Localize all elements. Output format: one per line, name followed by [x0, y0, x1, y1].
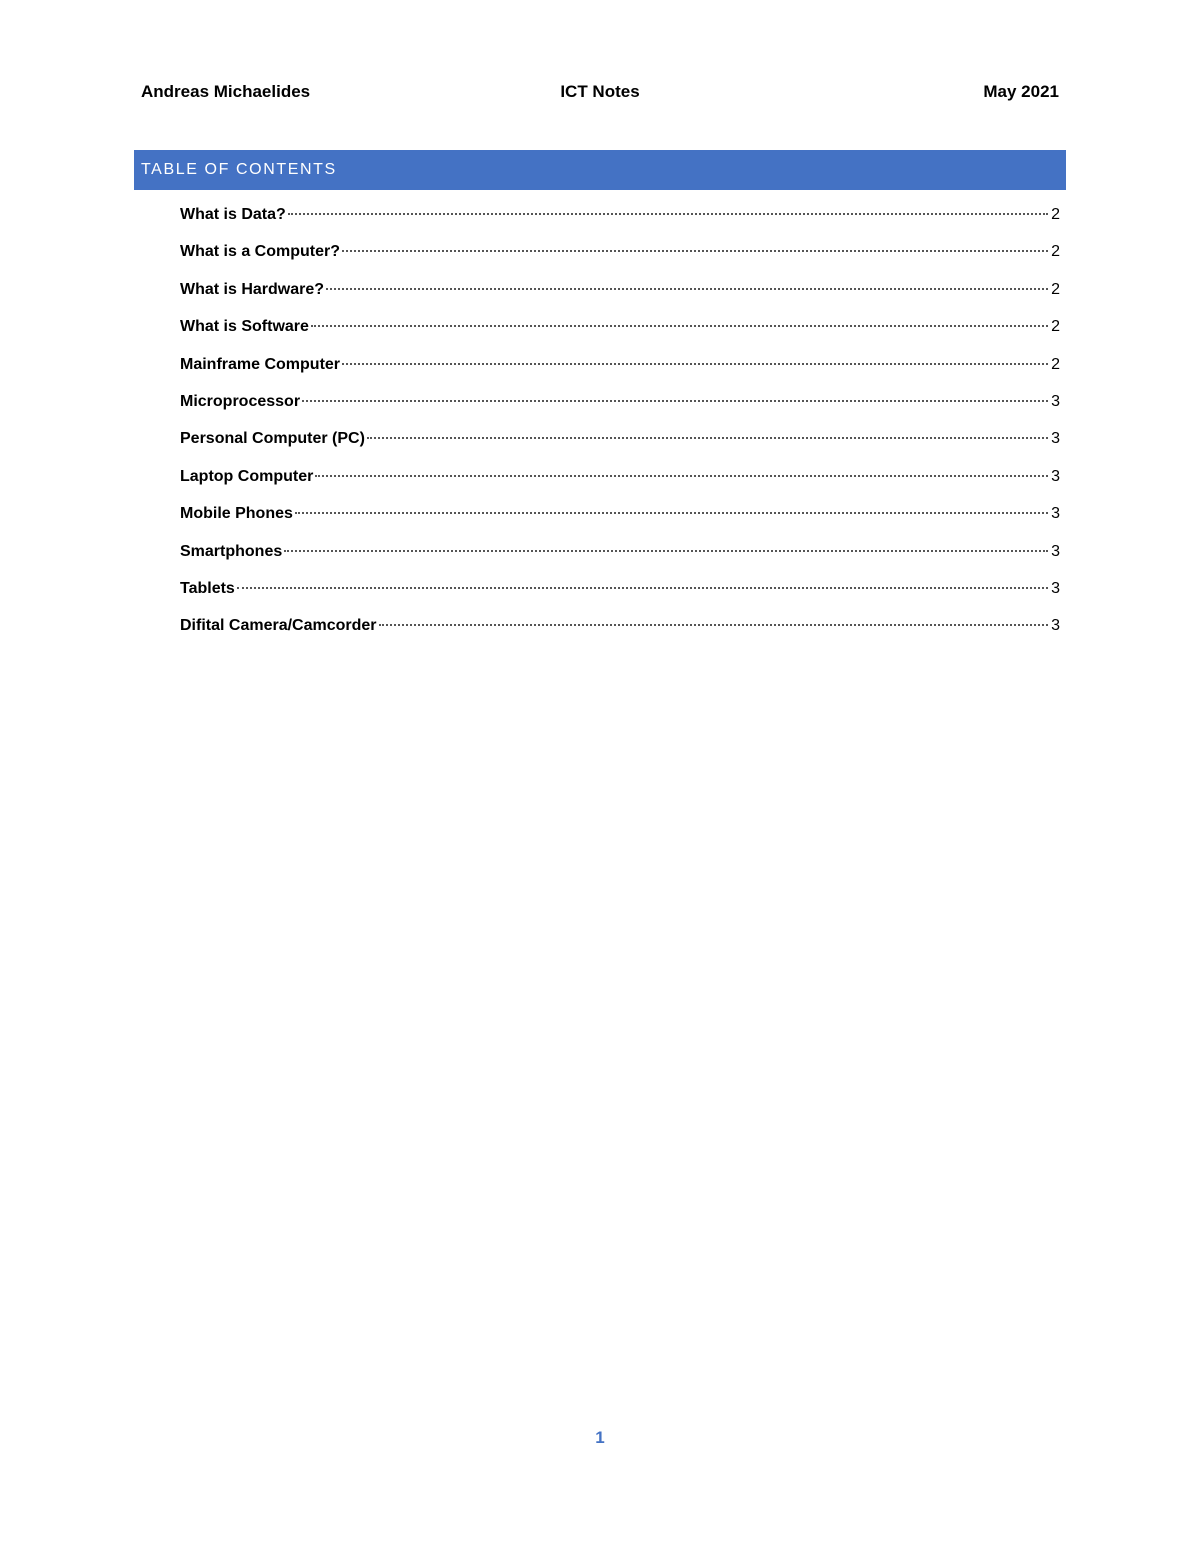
- toc-entry[interactable]: [180, 466, 1060, 503]
- toc-entry-page-number[interactable]: 3: [1051, 430, 1060, 448]
- toc-dot-leader: [295, 512, 1048, 514]
- toc-entry-label[interactable]: What is Data?: [180, 206, 286, 223]
- toc-entry-page-number[interactable]: 2: [1051, 206, 1060, 223]
- footer-page-number: 1: [595, 1428, 605, 1447]
- toc-heading: TABLE OF CONTENTS: [141, 161, 337, 178]
- header-date: May 2021: [983, 82, 1059, 101]
- toc-entry-label[interactable]: Laptop Computer: [180, 467, 314, 485]
- toc-dot-leader: [237, 587, 1048, 589]
- toc-dot-leader: [315, 475, 1048, 477]
- toc-entry-page-number[interactable]: 3: [1051, 617, 1060, 635]
- toc-dot-leader: [284, 550, 1048, 552]
- header-author: Andreas Michaelides: [141, 82, 311, 101]
- toc-dot-leader: [342, 363, 1048, 365]
- toc-entry-page-number[interactable]: 3: [1051, 505, 1060, 523]
- toc-entry[interactable]: [180, 541, 1060, 578]
- toc-entry-page-number[interactable]: 3: [1051, 579, 1060, 597]
- toc-entry-label[interactable]: Personal Computer (PC): [180, 430, 365, 448]
- toc-entry-page-number[interactable]: 2: [1051, 280, 1060, 298]
- toc-entry[interactable]: [180, 279, 1060, 316]
- toc-entry-label[interactable]: Microprocessor: [180, 392, 301, 410]
- toc-entry-label[interactable]: Smartphones: [180, 542, 283, 560]
- toc-entry[interactable]: [180, 428, 1060, 465]
- page-header: [141, 82, 1059, 106]
- toc-entry[interactable]: [180, 354, 1060, 391]
- toc-entry-label[interactable]: What is Hardware?: [180, 280, 325, 298]
- toc-entry-label[interactable]: Mobile Phones: [180, 505, 293, 523]
- toc-dot-leader: [342, 250, 1048, 252]
- toc-entry-page-number[interactable]: 2: [1051, 318, 1060, 336]
- toc-dot-leader: [302, 400, 1048, 402]
- toc-entry-page-number[interactable]: 3: [1051, 392, 1060, 410]
- toc-entry-label[interactable]: What is Software: [180, 318, 309, 336]
- toc-entry-page-number[interactable]: 3: [1051, 467, 1060, 485]
- toc-list: [180, 204, 1060, 653]
- toc-heading-banner: [134, 150, 1066, 190]
- toc-entry-label[interactable]: What is a Computer?: [180, 243, 341, 261]
- toc-entry-label[interactable]: Mainframe Computer: [180, 355, 341, 373]
- toc-dot-leader: [288, 213, 1048, 215]
- toc-entry-label[interactable]: Difital Camera/Camcorder: [180, 617, 377, 635]
- toc-dot-leader: [367, 437, 1048, 439]
- toc-entry[interactable]: [180, 391, 1060, 428]
- toc-dot-leader: [326, 288, 1048, 290]
- toc-entry[interactable]: [180, 503, 1060, 540]
- header-title: ICT Notes: [560, 82, 640, 101]
- toc-entry[interactable]: [180, 578, 1060, 615]
- toc-dot-leader: [311, 325, 1048, 327]
- toc-entry-page-number[interactable]: 3: [1051, 542, 1060, 560]
- toc-entry-page-number[interactable]: 2: [1051, 243, 1060, 261]
- toc-entry-label[interactable]: Tablets: [180, 579, 235, 597]
- toc-entry[interactable]: [180, 204, 1060, 241]
- toc-entry[interactable]: [180, 316, 1060, 353]
- toc-entry[interactable]: [180, 241, 1060, 278]
- toc-entry[interactable]: [180, 615, 1060, 652]
- toc-entry-page-number[interactable]: 2: [1051, 355, 1060, 373]
- toc-dot-leader: [379, 624, 1049, 626]
